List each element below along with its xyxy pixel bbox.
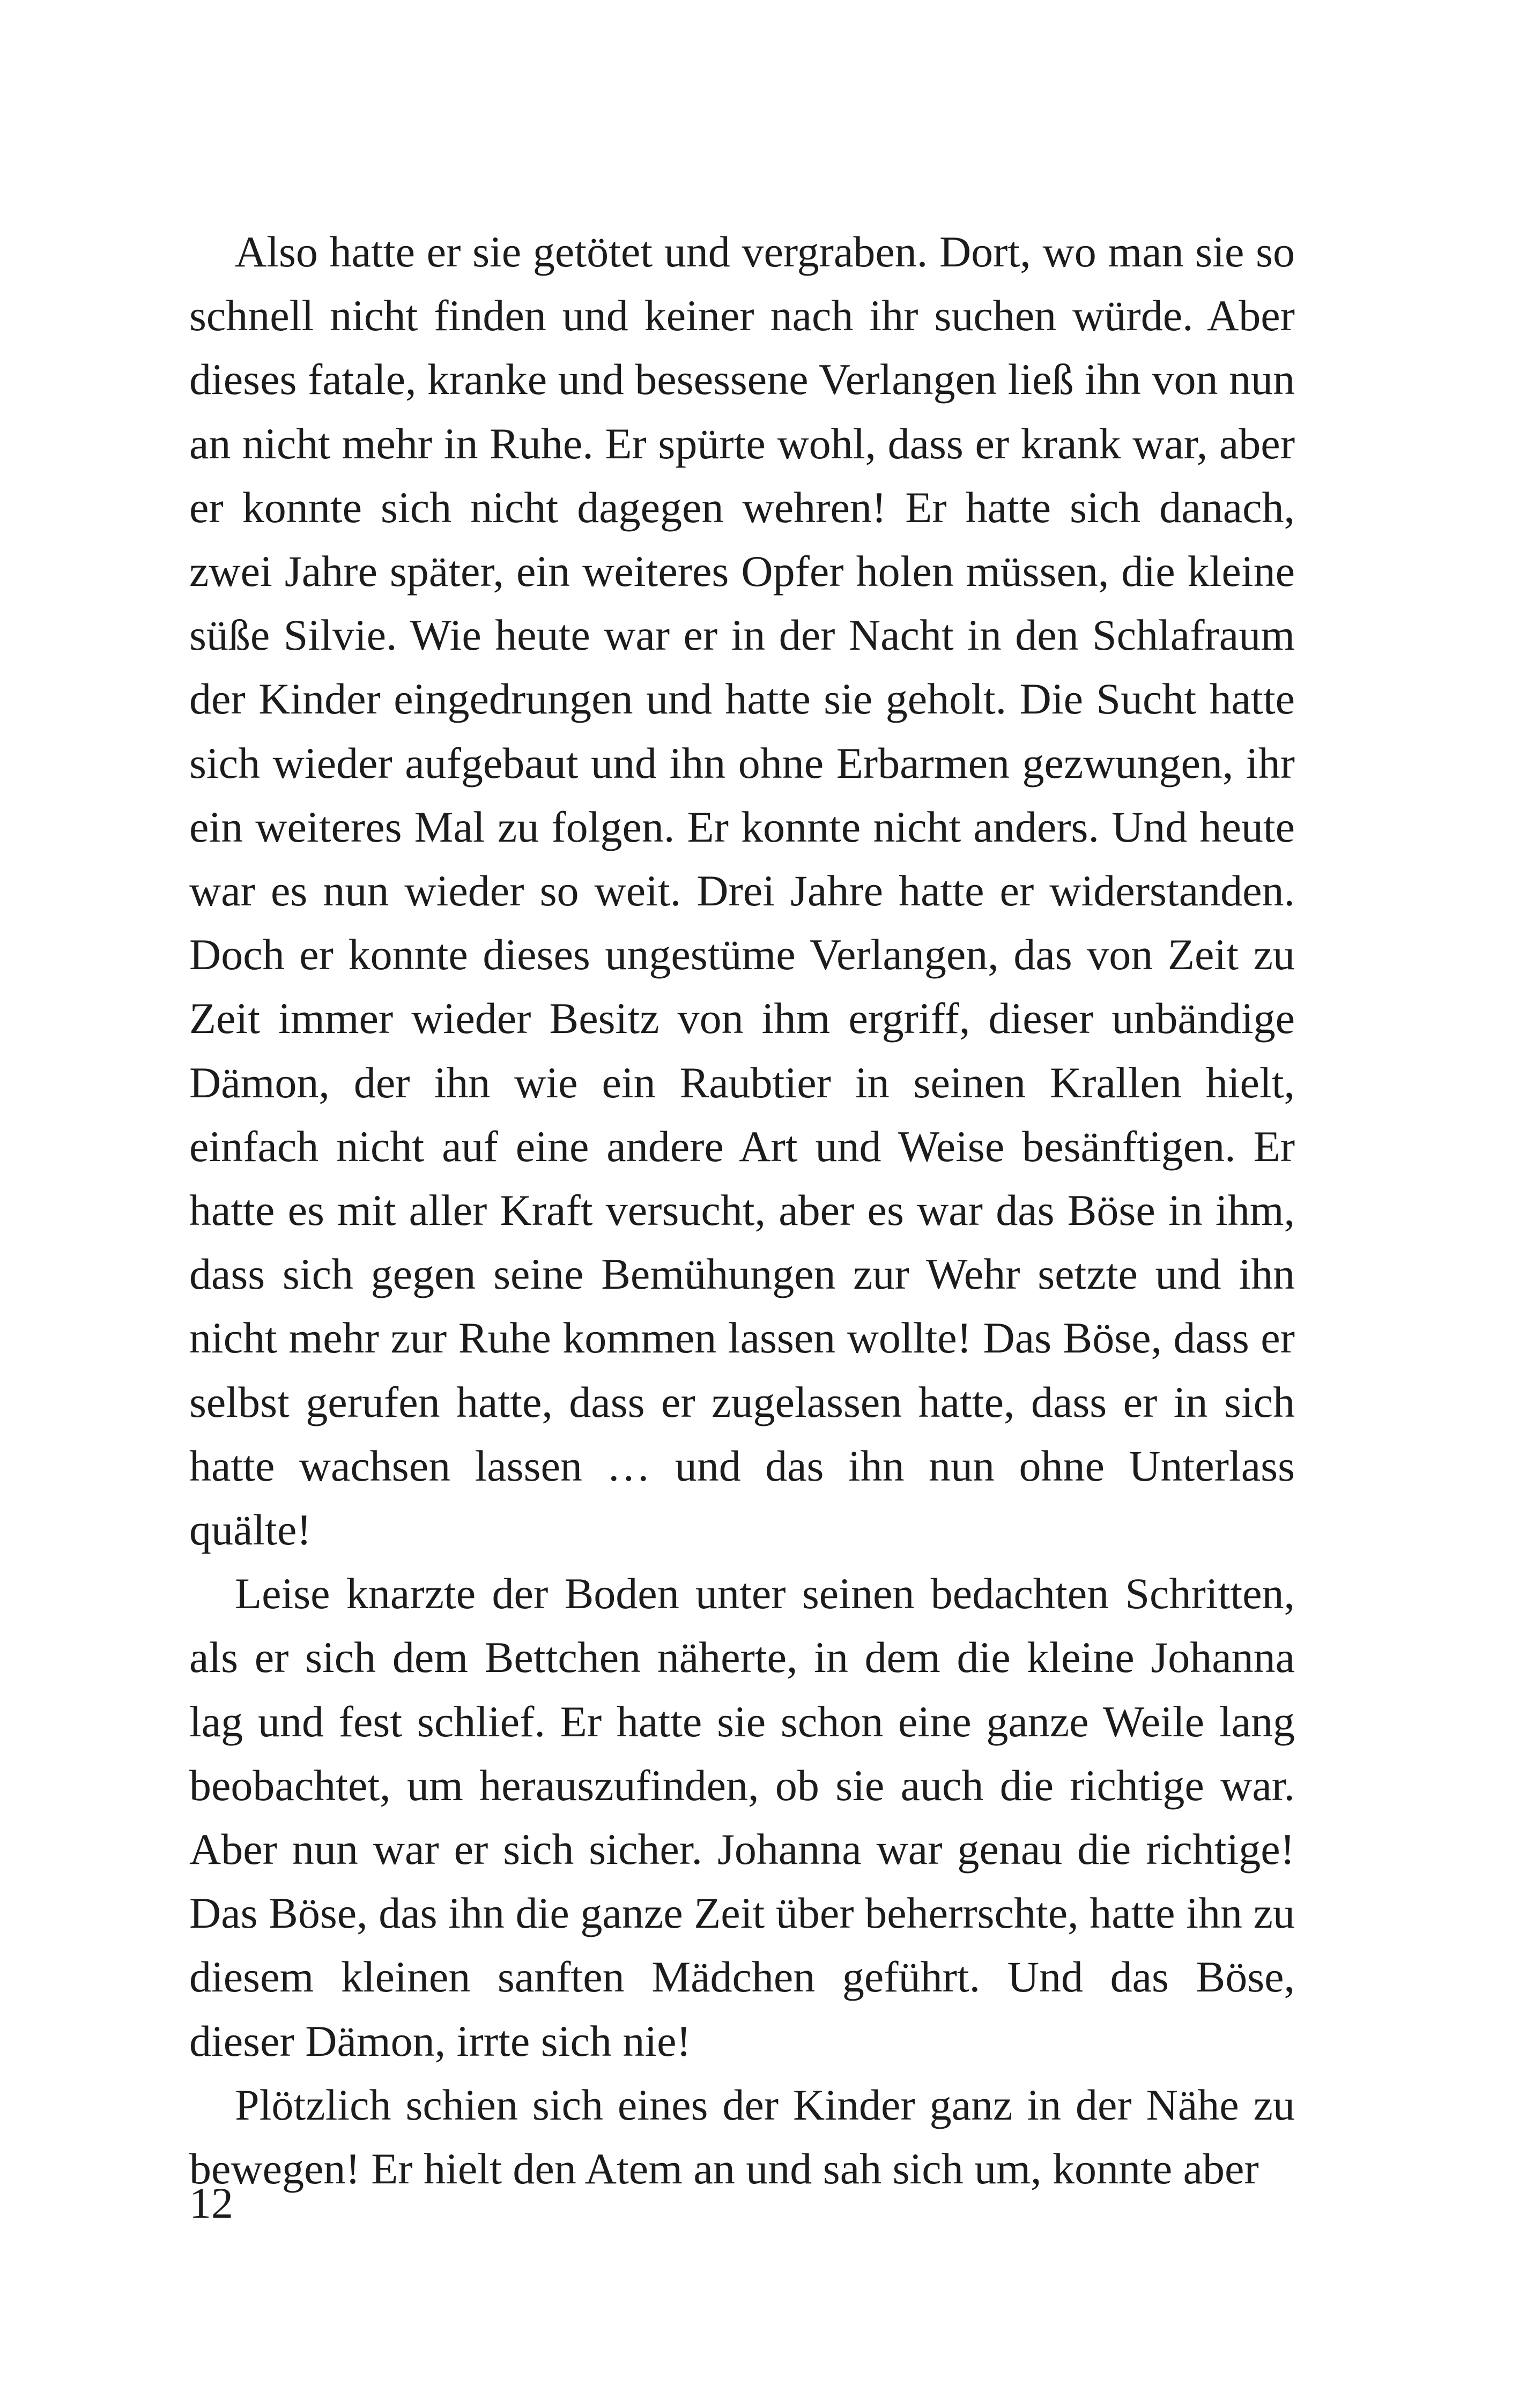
paragraph-1: Also hatte er sie getötet und vergraben. Dort, wo man sie so schnell nicht finden und keiner nach ihr suchen würde. Aber dieses fatale, kranke und besessene Verlangen ließ ihn von nun an nicht mehr in Ruhe. Er spürte wohl, dass er krank war, aber er konnte sich nicht dagegen wehren! Er hatte sich danach, zwei Jahre später, ein weiteres Opfer holen müssen, die kleine süße Silvie. Wie heute war er in der Nacht in den Schlafraum der Kinder eingedrungen und hatte sie geholt. Die Sucht hatte sich wieder aufgebaut und ihn ohne Erbarmen gezwungen, ihr ein weiteres Mal zu folgen. Er konnte nicht anders. Und heute war es nun wieder so weit. Drei Jahre hatte er widerstanden. Doch er konnte dieses ungestüme Verlangen, das von Zeit zu Zeit immer wieder Besitz von ihm ergriff, dieser unbändige Dämon, der ihn wie ein Raubtier in seinen Krallen hielt, einfach nicht auf eine andere Art und Weise besänftigen. Er hatte es mit aller Kraft versucht, aber es war das Böse in ihm, dass sich gegen seine Bemühungen zur Wehr setzte und ihn nicht mehr zur Ruhe kommen lassen wollte! Das Böse, dass er selbst gerufen hatte, dass er zugelassen hatte, dass er in sich hatte wachsen lassen … und das ihn nun ohne Unterlass quälte!: [189, 227, 1295, 1555]
body-text: [189, 220, 1295, 2201]
paragraph-2: Leise knarzte der Boden unter seinen bedachten Schritten, als er sich dem Bettchen näherte, in dem die kleine Johanna lag und fest schlief. Er hatte sie schon eine ganze Weile lang beobachtet, um herauszufinden, ob sie auch die richtige war. Aber nun war er sich sicher. Johanna war genau die richtige! Das Böse, das ihn die ganze Zeit über beherrschte, hatte ihn zu diesem kleinen sanften Mädchen geführt. Und das Böse, dieser Dämon, irrte sich nie!: [189, 1569, 1295, 2065]
page-number: 12: [189, 2179, 233, 2227]
paragraph-3: Plötzlich schien sich eines der Kinder ganz in der Nähe zu bewegen! Er hielt den Atem an und sah sich um, konnte aber: [189, 2080, 1295, 2194]
